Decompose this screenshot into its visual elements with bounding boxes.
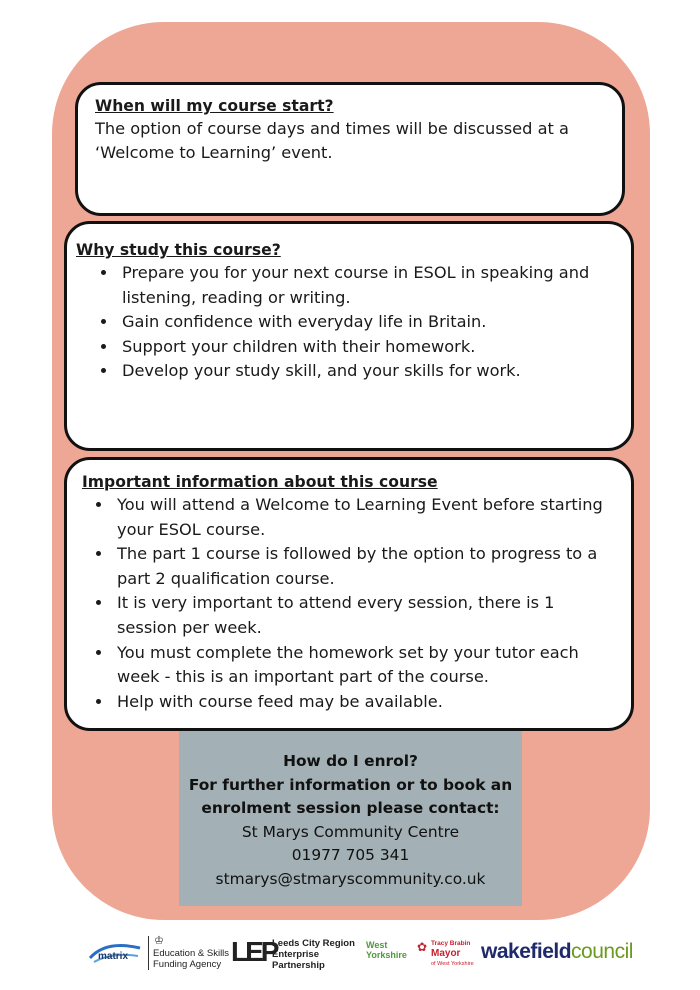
wakefield-word: wakefield <box>481 940 572 963</box>
enrol-subtitle-line2: enrolment session please contact: <box>201 799 500 817</box>
lep-logo <box>231 936 361 976</box>
why-study-list <box>76 261 617 384</box>
list-item: • You must complete the homework set by your tutor each week - this is an important part of the course. <box>113 641 619 690</box>
mayor-logo <box>417 938 477 974</box>
wy-line2: Yorkshire <box>366 950 407 960</box>
list-item: • The part 1 course is followed by the option to progress to a part 2 qualification course. <box>113 542 619 591</box>
west-yorkshire-logo <box>366 940 414 974</box>
course-start-text: The option of course days and times will be discussed at a ‘Welcome to Learning’ event. <box>95 119 569 162</box>
course-start-heading: When will my course start? <box>95 97 334 115</box>
important-info-box <box>64 457 634 731</box>
lep-line1: Leeds City Region <box>272 938 355 949</box>
enrol-title: How do I enrol? <box>283 752 418 770</box>
lep-mark: LEP <box>231 936 277 967</box>
lep-line2: Enterprise <box>272 949 319 960</box>
matrix-wordmark: matrix <box>98 951 129 962</box>
enrol-phone[interactable]: 01977 705 341 <box>291 846 410 864</box>
list-item: • You will attend a Welcome to Learning Event before starting your ESOL course. <box>113 493 619 542</box>
council-word: council <box>571 940 633 963</box>
why-study-heading: Why study this course? <box>76 241 281 259</box>
divider <box>148 936 149 970</box>
matrix-logo <box>86 938 144 970</box>
course-start-box <box>75 82 625 216</box>
mayor-line3: of West Yorkshire <box>431 961 474 967</box>
why-study-box <box>64 221 634 451</box>
enrol-email[interactable]: stmarys@stmaryscommunity.co.uk <box>215 869 486 888</box>
lep-line3: Partnership <box>272 960 325 971</box>
mayor-line1: Tracy Brabin <box>431 940 471 947</box>
enrol-subtitle-line1: For further information or to book an <box>188 775 513 794</box>
enrol-panel <box>179 731 522 906</box>
esfa-line1: Education & Skills <box>153 948 230 959</box>
esfa-line2: Funding Agency <box>153 959 222 970</box>
mayor-line2: Mayor <box>431 948 461 959</box>
wakefield-council-logo <box>481 940 633 964</box>
esfa-logo <box>148 934 230 974</box>
crest-icon: ♔ <box>154 934 164 947</box>
list-item: • Gain confidence with everyday life in Britain. <box>118 310 617 335</box>
list-item: • Develop your study skill, and your skills for work. <box>118 359 617 384</box>
rose-icon: ✿ <box>417 940 428 954</box>
enrol-venue: St Marys Community Centre <box>241 822 460 841</box>
list-item: • Support your children with their homework. <box>118 335 617 360</box>
list-item: • It is very important to attend every session, there is 1 session per week. <box>113 591 619 640</box>
wy-line1: West <box>366 940 388 950</box>
important-info-list <box>82 493 619 714</box>
partner-logos <box>0 930 700 980</box>
list-item: • Prepare you for your next course in ESOL in speaking and listening, reading or writing. <box>118 261 617 310</box>
list-item: • Help with course feed may be available. <box>113 690 619 715</box>
important-info-heading: Important information about this course <box>82 473 438 491</box>
